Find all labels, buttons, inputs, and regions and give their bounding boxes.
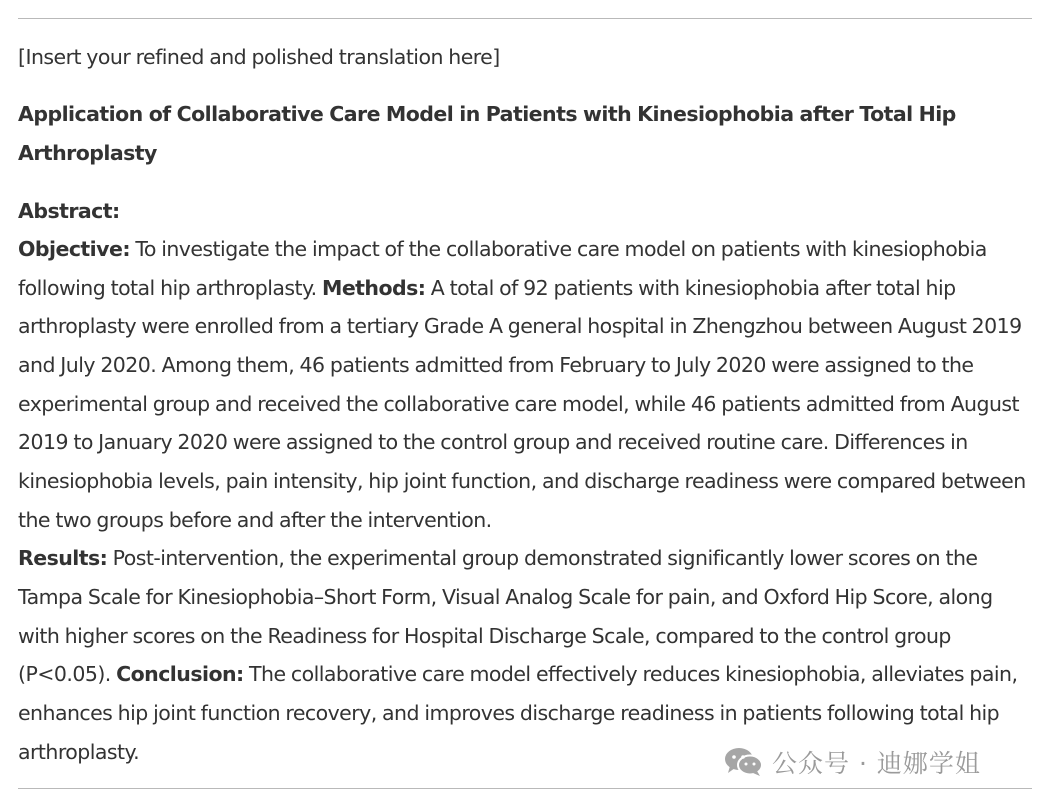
results-label: Results:	[18, 546, 108, 571]
article-title: Application of Collaborative Care Model in Patients with Kinesiophobia after Total Hip Arthroplasty	[18, 102, 956, 165]
objective-text: To investigate the impact of the collaborative care model on patients with kinesiophobia following total hip arthroplasty.	[18, 237, 987, 300]
top-divider	[18, 18, 1032, 19]
conclusion-label: Conclusion:	[116, 662, 244, 687]
abstract-body	[18, 230, 1032, 771]
results-text: Post-intervention, the experimental group demonstrated significantly lower scores on the Tampa Scale for Kinesiophobia–Short Form, Visual Analog Scale for pain, and Oxford Hip Score, along with higher scores on the Readiness for Hospital Discharge Scale, compared to the control group (P<0.05).	[18, 546, 993, 687]
document-content	[18, 38, 1032, 771]
conclusion-text: The collaborative care model effectively reduces kinesiophobia, alleviates pain, enhances hip joint function recovery, and improves discharge readiness in patients following total hip arthroplasty.	[18, 662, 1018, 764]
wechat-watermark	[724, 742, 981, 782]
abstract-heading: Abstract:	[18, 199, 120, 223]
wechat-icon	[724, 747, 764, 777]
methods-text: A total of 92 patients with kinesiophobia after total hip arthroplasty were enrolled from a tertiary Grade A general hospital in Zhengzhou between August 2019 and July 2020. Among them, 46 patients admitted from February to July 2020 were assigned to the experimental group and received the collaborative care model, while 46 patients admitted from August 2019 to January 2020 were assigned to the control group and received routine care. Differences in kinesiophobia levels, pain intensity, hip joint function, and discharge readiness were compared between the two groups before and after the intervention.	[18, 275, 1026, 532]
objective-label: Objective:	[18, 237, 130, 261]
watermark-text: 公众号 · 迪娜学姐	[772, 749, 981, 778]
bottom-divider	[18, 788, 1032, 789]
placeholder-text: [Insert your refined and polished translation here]	[18, 45, 500, 69]
methods-label: Methods:	[321, 275, 426, 300]
